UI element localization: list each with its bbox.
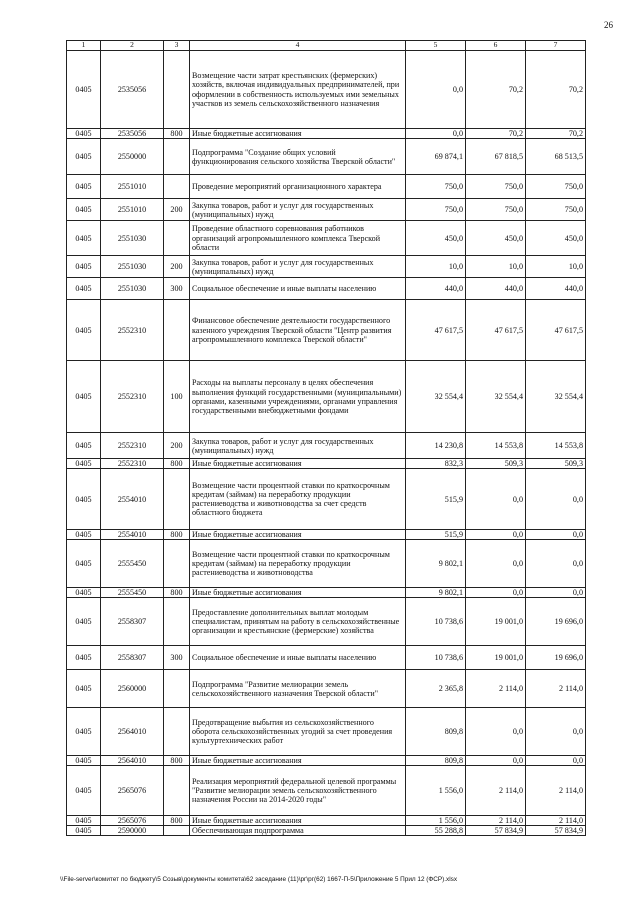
table-row: [67, 469, 586, 530]
column-number: 1: [67, 41, 101, 51]
row-description: Проведение областного соревнования работников организаций агропромышленного комплекса Тверской области: [190, 221, 406, 256]
amount-year-2: 440,0: [466, 278, 526, 300]
amount-year-2: 0,0: [466, 540, 526, 588]
article-code: 2590000: [101, 826, 164, 836]
amount-year-3: 57 834,9: [526, 826, 586, 836]
amount-year-2: 2 114,0: [466, 816, 526, 826]
row-description: Реализация мероприятий федеральной целевой программы "Развитие мелиорации земель сельскохозяйственного назначения России на 2014-2020 годы": [190, 766, 406, 816]
amount-year-2: 0,0: [466, 469, 526, 530]
column-number: 4: [190, 41, 406, 51]
section-code: 0405: [67, 756, 101, 766]
expense-type-code: [164, 139, 190, 175]
article-code: 2535056: [101, 51, 164, 129]
amount-year-3: 0,0: [526, 469, 586, 530]
section-code: 0405: [67, 816, 101, 826]
amount-year-1: 10 738,6: [406, 646, 466, 670]
amount-year-1: 47 617,5: [406, 300, 466, 361]
article-code: 2564010: [101, 756, 164, 766]
file-path-footer: \\File-server\комитет по бюджету\5 Созыв\документы комитета\62 заседание (11)\рг\рг(62) 1667-П-5\Приложение 5 Прил 12 (ФСР).xlsx: [60, 876, 458, 883]
amount-year-1: 32 554,4: [406, 361, 466, 433]
amount-year-2: 10,0: [466, 256, 526, 278]
section-code: 0405: [67, 51, 101, 129]
article-code: 2551010: [101, 199, 164, 221]
amount-year-1: 0,0: [406, 51, 466, 129]
table-row: [67, 256, 586, 278]
amount-year-3: 10,0: [526, 256, 586, 278]
amount-year-2: 19 001,0: [466, 598, 526, 646]
amount-year-2: 70,2: [466, 129, 526, 139]
amount-year-1: 9 802,1: [406, 588, 466, 598]
row-description: Иные бюджетные ассигнования: [190, 530, 406, 540]
table-row: [67, 530, 586, 540]
section-code: 0405: [67, 256, 101, 278]
amount-year-2: 47 617,5: [466, 300, 526, 361]
amount-year-2: 509,3: [466, 459, 526, 469]
table-row: [67, 708, 586, 756]
budget-table: [66, 40, 586, 836]
table-row: [67, 459, 586, 469]
table-row: [67, 670, 586, 708]
section-code: 0405: [67, 530, 101, 540]
amount-year-1: 750,0: [406, 175, 466, 199]
row-description: Предоставление дополнительных выплат молодым специалистам, принятым на работу в сельскохозяйственные организации и крестьянские (фермерские) хозяйства: [190, 598, 406, 646]
section-code: 0405: [67, 826, 101, 836]
column-number: 6: [466, 41, 526, 51]
section-code: 0405: [67, 469, 101, 530]
table-row: [67, 139, 586, 175]
row-description: Социальное обеспечение и иные выплаты населению: [190, 278, 406, 300]
section-code: 0405: [67, 670, 101, 708]
amount-year-3: 0,0: [526, 530, 586, 540]
amount-year-3: 0,0: [526, 708, 586, 756]
amount-year-3: 68 513,5: [526, 139, 586, 175]
table-row: [67, 278, 586, 300]
amount-year-1: 809,8: [406, 756, 466, 766]
expense-type-code: 800: [164, 756, 190, 766]
table-row: [67, 433, 586, 459]
amount-year-3: 0,0: [526, 540, 586, 588]
amount-year-3: 450,0: [526, 221, 586, 256]
row-description: Социальное обеспечение и иные выплаты населению: [190, 646, 406, 670]
amount-year-2: 70,2: [466, 51, 526, 129]
article-code: 2555450: [101, 588, 164, 598]
article-code: 2554010: [101, 530, 164, 540]
table-row: [67, 588, 586, 598]
amount-year-2: 0,0: [466, 756, 526, 766]
expense-type-code: 200: [164, 433, 190, 459]
section-code: 0405: [67, 278, 101, 300]
row-description: Подпрограмма "Развитие мелиорации земель сельскохозяйственного назначения Тверской области": [190, 670, 406, 708]
column-number: 2: [101, 41, 164, 51]
table-row: [67, 51, 586, 129]
table-row: [67, 361, 586, 433]
article-code: 2555450: [101, 540, 164, 588]
article-code: 2552310: [101, 433, 164, 459]
article-code: 2552310: [101, 361, 164, 433]
amount-year-1: 10,0: [406, 256, 466, 278]
expense-type-code: 300: [164, 278, 190, 300]
section-code: 0405: [67, 766, 101, 816]
amount-year-2: 19 001,0: [466, 646, 526, 670]
amount-year-2: 750,0: [466, 199, 526, 221]
amount-year-3: 440,0: [526, 278, 586, 300]
column-number: 3: [164, 41, 190, 51]
row-description: Возмещение части затрат крестьянских (фермерских) хозяйств, включая индивидуальных предпринимателей, при оформлении в собственность используемых ими земельных участков из земель сельскохозяйственного назначения: [190, 51, 406, 129]
expense-type-code: [164, 469, 190, 530]
section-code: 0405: [67, 129, 101, 139]
amount-year-3: 0,0: [526, 756, 586, 766]
article-code: 2550000: [101, 139, 164, 175]
table-row: [67, 826, 586, 836]
section-code: 0405: [67, 459, 101, 469]
expense-type-code: 800: [164, 530, 190, 540]
amount-year-1: 2 365,8: [406, 670, 466, 708]
amount-year-3: 70,2: [526, 51, 586, 129]
row-description: Возмещение части процентной ставки по краткосрочным кредитам (займам) на переработку продукции растениеводства и животноводства за счет средств областного бюджета: [190, 469, 406, 530]
article-code: 2565076: [101, 766, 164, 816]
column-number-row: [67, 41, 586, 51]
amount-year-1: 10 738,6: [406, 598, 466, 646]
amount-year-1: 450,0: [406, 221, 466, 256]
amount-year-1: 14 230,8: [406, 433, 466, 459]
article-code: 2552310: [101, 459, 164, 469]
amount-year-3: 750,0: [526, 199, 586, 221]
section-code: 0405: [67, 300, 101, 361]
amount-year-2: 0,0: [466, 530, 526, 540]
expense-type-code: 100: [164, 361, 190, 433]
article-code: 2535056: [101, 129, 164, 139]
article-code: 2551010: [101, 175, 164, 199]
column-number: 5: [406, 41, 466, 51]
table-row: [67, 199, 586, 221]
table-row: [67, 598, 586, 646]
expense-type-code: 800: [164, 459, 190, 469]
expense-type-code: [164, 766, 190, 816]
amount-year-3: 509,3: [526, 459, 586, 469]
section-code: 0405: [67, 175, 101, 199]
table-row: [67, 816, 586, 826]
expense-type-code: [164, 51, 190, 129]
amount-year-1: 1 556,0: [406, 766, 466, 816]
section-code: 0405: [67, 361, 101, 433]
row-description: Иные бюджетные ассигнования: [190, 756, 406, 766]
article-code: 2551030: [101, 221, 164, 256]
amount-year-3: 32 554,4: [526, 361, 586, 433]
amount-year-3: 47 617,5: [526, 300, 586, 361]
table-row: [67, 766, 586, 816]
section-code: 0405: [67, 433, 101, 459]
amount-year-1: 750,0: [406, 199, 466, 221]
article-code: 2552310: [101, 300, 164, 361]
expense-type-code: [164, 708, 190, 756]
section-code: 0405: [67, 199, 101, 221]
amount-year-1: 55 288,8: [406, 826, 466, 836]
amount-year-2: 0,0: [466, 588, 526, 598]
section-code: 0405: [67, 139, 101, 175]
amount-year-2: 2 114,0: [466, 670, 526, 708]
amount-year-2: 32 554,4: [466, 361, 526, 433]
section-code: 0405: [67, 708, 101, 756]
article-code: 2560000: [101, 670, 164, 708]
amount-year-2: 14 553,8: [466, 433, 526, 459]
table-row: [67, 221, 586, 256]
expense-type-code: 200: [164, 256, 190, 278]
column-number: 7: [526, 41, 586, 51]
row-description: Закупка товаров, работ и услуг для государственных (муниципальных) нужд: [190, 256, 406, 278]
amount-year-3: 2 114,0: [526, 766, 586, 816]
table-row: [67, 756, 586, 766]
amount-year-2: 450,0: [466, 221, 526, 256]
amount-year-3: 2 114,0: [526, 816, 586, 826]
table-row: [67, 175, 586, 199]
article-code: 2554010: [101, 469, 164, 530]
amount-year-1: 515,9: [406, 469, 466, 530]
expense-type-code: 800: [164, 129, 190, 139]
row-description: Иные бюджетные ассигнования: [190, 129, 406, 139]
row-description: Финансовое обеспечение деятельности государственного казенного учреждения Тверской области "Центр развития агропромышленного комплекса Тверской области": [190, 300, 406, 361]
amount-year-2: 0,0: [466, 708, 526, 756]
amount-year-1: 832,3: [406, 459, 466, 469]
article-code: 2551030: [101, 256, 164, 278]
table-row: [67, 540, 586, 588]
article-code: 2565076: [101, 816, 164, 826]
table-row: [67, 646, 586, 670]
amount-year-3: 70,2: [526, 129, 586, 139]
row-description: Иные бюджетные ассигнования: [190, 459, 406, 469]
article-code: 2558307: [101, 646, 164, 670]
expense-type-code: [164, 221, 190, 256]
amount-year-1: 69 874,1: [406, 139, 466, 175]
row-description: Возмещение части процентной ставки по краткосрочным кредитам (займам) на переработку продукции растениеводства и животноводства: [190, 540, 406, 588]
expense-type-code: 300: [164, 646, 190, 670]
expense-type-code: [164, 540, 190, 588]
amount-year-3: 0,0: [526, 588, 586, 598]
expense-type-code: [164, 598, 190, 646]
section-code: 0405: [67, 598, 101, 646]
section-code: 0405: [67, 646, 101, 670]
amount-year-3: 19 696,0: [526, 646, 586, 670]
amount-year-3: 19 696,0: [526, 598, 586, 646]
row-description: Закупка товаров, работ и услуг для государственных (муниципальных) нужд: [190, 199, 406, 221]
expense-type-code: [164, 175, 190, 199]
row-description: Обеспечивающая подпрограмма: [190, 826, 406, 836]
amount-year-1: 9 802,1: [406, 540, 466, 588]
expense-type-code: [164, 300, 190, 361]
amount-year-3: 2 114,0: [526, 670, 586, 708]
page-number: 26: [604, 20, 613, 30]
row-description: Иные бюджетные ассигнования: [190, 816, 406, 826]
expense-type-code: 800: [164, 588, 190, 598]
expense-type-code: 200: [164, 199, 190, 221]
article-code: 2564010: [101, 708, 164, 756]
article-code: 2551030: [101, 278, 164, 300]
section-code: 0405: [67, 540, 101, 588]
amount-year-2: 2 114,0: [466, 766, 526, 816]
table-row: [67, 300, 586, 361]
amount-year-3: 750,0: [526, 175, 586, 199]
amount-year-1: 440,0: [406, 278, 466, 300]
article-code: 2558307: [101, 598, 164, 646]
row-description: Закупка товаров, работ и услуг для государственных (муниципальных) нужд: [190, 433, 406, 459]
row-description: Иные бюджетные ассигнования: [190, 588, 406, 598]
row-description: Проведение мероприятий организационного характера: [190, 175, 406, 199]
amount-year-3: 14 553,8: [526, 433, 586, 459]
section-code: 0405: [67, 221, 101, 256]
expense-type-code: [164, 826, 190, 836]
table-row: [67, 129, 586, 139]
amount-year-1: 809,8: [406, 708, 466, 756]
section-code: 0405: [67, 588, 101, 598]
row-description: Предотвращение выбытия из сельскохозяйственного оборота сельскохозяйственных угодий за счет проведения культуртехнических работ: [190, 708, 406, 756]
amount-year-1: 1 556,0: [406, 816, 466, 826]
amount-year-2: 67 818,5: [466, 139, 526, 175]
row-description: Расходы на выплаты персоналу в целях обеспечения выполнения функций государственными (муниципальными) органами, казенными учреждениями, органами управления государственными внебюджетными фондами: [190, 361, 406, 433]
amount-year-2: 750,0: [466, 175, 526, 199]
row-description: Подпрограмма "Создание общих условий функционирования сельского хозяйства Тверской области": [190, 139, 406, 175]
amount-year-1: 515,9: [406, 530, 466, 540]
expense-type-code: [164, 670, 190, 708]
expense-type-code: 800: [164, 816, 190, 826]
amount-year-1: 0,0: [406, 129, 466, 139]
amount-year-2: 57 834,9: [466, 826, 526, 836]
